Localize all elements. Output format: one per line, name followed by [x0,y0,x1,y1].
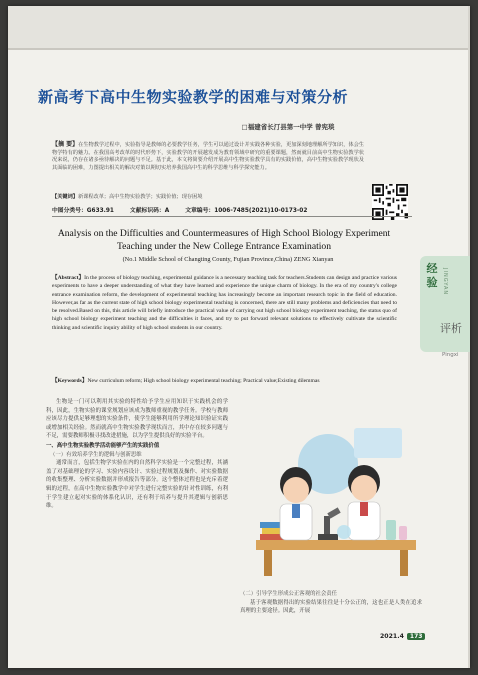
column-tab-pinyin: JINGYAN [442,268,448,296]
section-heading-1: 一、高中生物实验教学活动能够产生的实践价值 [46,442,160,449]
article-number: 文章编号：1006-7485(2021)10-0173-02 [185,208,308,214]
journal-page [8,6,470,668]
page-footer [380,633,425,640]
abstract-en [52,274,397,332]
subsection-heading-1: （一）有效培养学生的逻辑与创新思维 [50,451,142,458]
abstract-cn-label: 【摘 要】 [52,141,79,148]
clc-number: 中图分类号：G633.91 [52,208,114,214]
article-title-en: Analysis on the Difficulties and Countermeasures of High School Biology Experiment Teaching under the New College Entrance Examination [57,228,391,252]
keywords-cn-label: 【关键词】 [52,194,78,200]
header-band [8,6,470,50]
issue-date: 2021.4 [380,633,404,640]
page-number: 173 [407,633,426,640]
article-metadata [52,205,372,214]
abstract-en-label: 【Abstract】 [52,275,85,281]
abstract-en-text: In the process of biology teaching, experimental guidance is a necessary teaching task for teachers.Students can design and practice various experiments to have a deeper understanding of what they have learned and experience the unique charm of biology. In the era of my country's college entrance examination reform, the development of experimental teaching has increasingly become an important research topic in the field of education. However,as far as the current state of high school biology experimental teaching is concerned, there are still many problems and deficiencies that need to be resolved.Based on this, this article will briefly introduce the practical value of carrying out high school biology experiment teaching, the status quo of high school biology experiment teaching and the difficulties it faces, and try to put forward relevant solutions to effectively cultivate the scientific thinking and scientific inquiry ability of high school students in our country. [52,275,397,331]
qr-code-icon [372,184,408,220]
body-column-left [46,398,228,511]
subsection-heading-2: （二）引导学生形成公正客观的社会责任 [240,591,338,597]
document-code: 文献标识码：A [129,208,170,214]
abstract-cn-text: 在生物教学过程中，实验指导是教师的必要教学任务，学生可以通过设计并实践各种实验，更加深刻地理解所学知识，体会生物学特有的魅力。在我国高考改革的时代形势下，实验教学的开展越发成为教育领域中研究的重要课题，然而就目前高中生物实验教学状况来说，仍存在诸多亟待解决的问题与不足。基于此，本文将简要介绍开展高中生物实验教学具有的实践价值，高中生物实验教学现状及其面临的困难，力图提出相关的解决对策以期切实培养我国高中生的科学思维与科学探究能力。 [52,142,364,171]
subsection-paragraph-2: 基于客观数据得出的实验结果往往是十分公正的，这也正是人类在追求真理的主要途径。因此，开展 [240,599,422,615]
intro-paragraph: 生物是一门可以利用其实验的特性给予学生应用知识于实践机会的学科，因此，生物实验的课堂规划应该成为教师重视的教学任务。学校与教师应该尽力提供足够理想的实验条件，使学生能够利用所学理论知识验证实践或增加相关经验。然而就高中生物实验教学现状而言，其中存在较多问题与不足，需要教师积极寻找改进措施，以为学生提供良好的实验平台。 [46,399,228,440]
keywords-en [52,376,397,384]
section-divider [52,216,412,217]
subsection-paragraph-1: 通常而言，包括生物学实验在内的自然科学实验是一个完整过程，其涵盖了对基础理论的学习、实验内容设计、实验过程规划及操作、对实验数据的收集整理、分析实验数据并形成报告等部分。这个整体过程也是充斥着逻辑的过程，在高中生物实验教学中对学生进行完整实验的针对性训练，有利于学生建立起对实验的体系化认识，还有利于培养与提升其逻辑与创新思维。 [46,460,228,510]
keywords-cn [52,194,364,201]
article-title-cn: 新高考下高中生物实验教学的困难与对策分析 [38,88,349,106]
author-en: (No.1 Middle School of Changting County, Fujian Province,China) ZENG Xianyan [122,256,334,263]
column-tab-subtitle: 评析 [440,322,462,335]
column-tab-subtitle-pinyin: Pingxi [442,352,459,358]
keywords-cn-text: 新课程改革；高中生物实验教学；实践价值；现存困境 [77,194,203,200]
keywords-en-text: New curriculum reform; High school biology experimental teaching; Practical value;Existing dilemmas [87,378,320,384]
column-tab-title: 经验 [426,262,438,289]
abstract-cn [52,141,364,172]
body-column-right [240,590,422,616]
author-cn: □福建省长汀县第一中学 曾宪琰 [241,123,335,131]
keywords-en-label: 【Keywords】 [52,378,88,384]
lab-illustration-image [236,414,426,582]
header-rule [8,48,470,50]
